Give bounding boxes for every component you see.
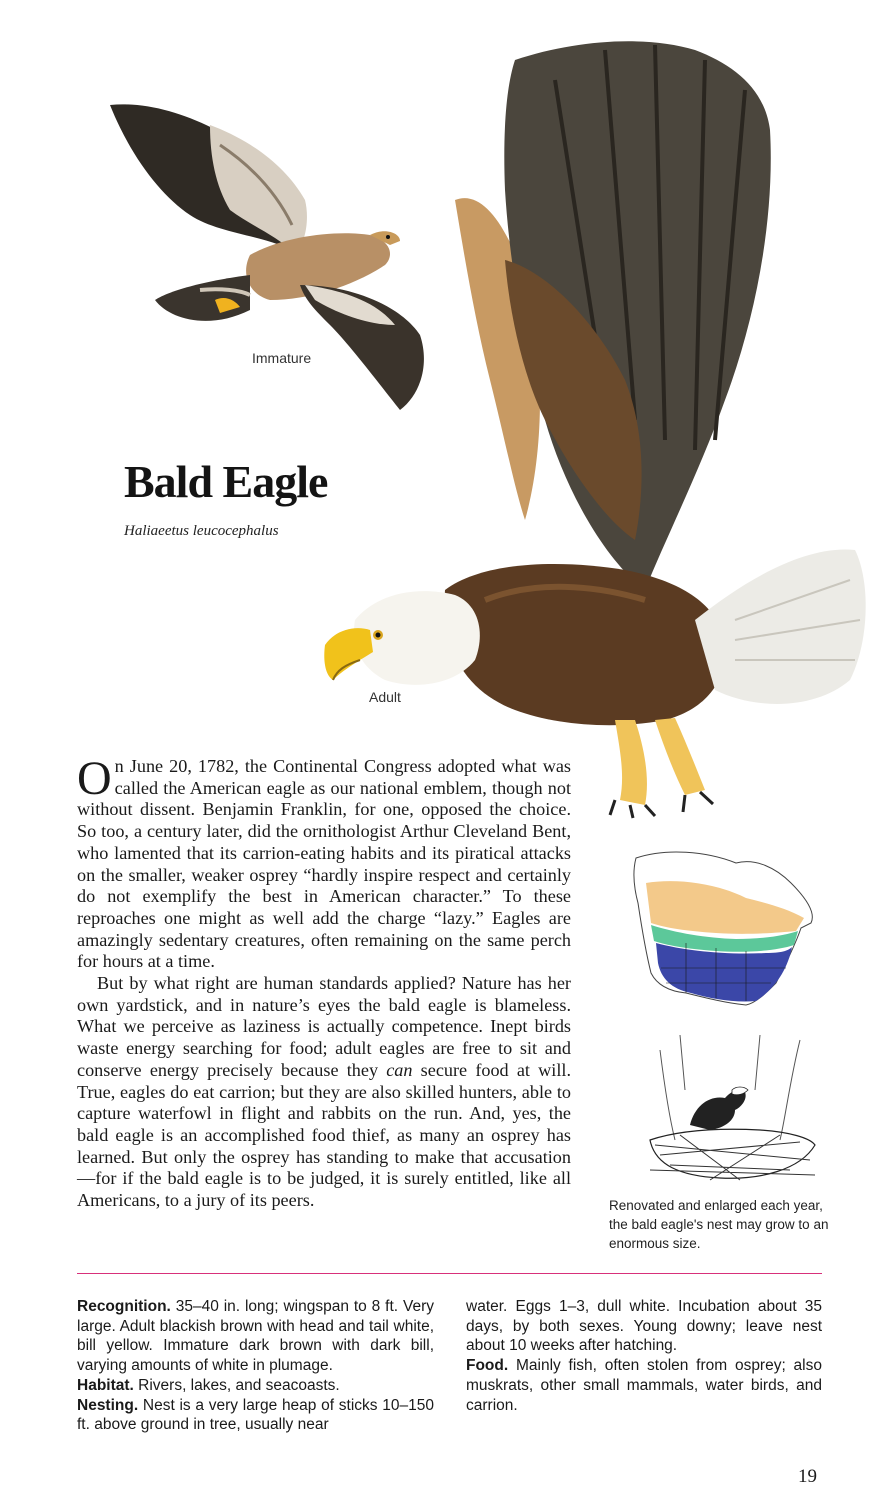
scientific-name: Haliaeetus leucocephalus [124,523,279,539]
fact-recognition-text: 35–40 in. long; wingspan to 8 ft. Very large. Adult blackish brown with head and tail white, bill yellow. Immature dark brown with dark bill, varying amounts of white in plumage. [77,1298,434,1375]
caption-adult: Adult [369,689,401,705]
fact-food-label: Food. [466,1357,509,1375]
fact-nesting-text: Nest is a very large heap of sticks 10–150 ft. above ground in tree, usually near [77,1396,434,1434]
fact-nesting-continued: water. Eggs 1–3, dull white. Incubation about 35 days, by both sexes. Young downy; leave nest about 10 weeks after hatching. [466,1298,822,1355]
paragraph-2 [77,973,571,1212]
fact-recognition-label: Recognition. [77,1298,171,1315]
page-number: 19 [798,1466,817,1487]
facts-right-column [466,1297,822,1415]
fact-habitat-label: Habitat. [77,1376,134,1394]
paragraph-2-text-a: But by what right are human standards applied? Nature has her own yardstick, and in nature’s eyes the bald eagle is blameless. What we perceive as laziness is actually competence. Inept birds waste energy searching for food; adult eagles are free to sit and conserve energy precisely because they [77,973,571,1080]
paragraph-1 [77,752,571,973]
range-map [626,843,822,1015]
fact-nesting [77,1396,434,1435]
drop-cap: O [77,752,112,805]
caption-immature: Immature [252,350,312,366]
paragraph-1-text: n June 20, 1782, the Continental Congress adopted what was called the American eagle as our national emblem, though not without dissent. Benjamin Franklin, for one, opposed the choice. So too, a century later, did the ornithologist Arthur Cleveland Bent, who lamented that its carrion-eating habits and its piratical attacks on the smaller, weaker osprey “hardly inspire respect and certainly do not exemplify the best in American character.” To these reproaches one might as well add the charge “lazy.” Eagles are amazingly sedentary creatures, often remaining on the same perch for hours at a time. [77,756,571,972]
fact-habitat [77,1376,434,1396]
fact-food-text: Mainly fish, often stolen from osprey; also muskrats, other small mammals, water birds, and carrion. [466,1357,822,1414]
fact-food [466,1356,822,1415]
facts-left-column [77,1297,434,1435]
species-title: Bald Eagle [124,456,328,507]
fact-recognition [77,1297,434,1376]
fact-nesting-label: Nesting. [77,1396,139,1414]
article-body [77,752,571,1212]
paragraph-2-text-b: secure food at will. True, eagles do eat carrion; but they are also skilled hunters, able to capture waterfowl in flight and rabbits on the run. And, yes, the bald eagle is an accomplished food thief, as many an osprey has learned. But only the osprey has standing to make that accusation—for if the bald eagle is to be judged, it is surely entitled, like all Americans, to a jury of its peers. [77,1059,571,1211]
section-divider [77,1273,822,1274]
paragraph-2-emphasis: can [386,1059,413,1080]
nest-caption: Renovated and enlarged each year, the bald eagle's nest may grow to an enormous size. [609,1198,829,1251]
fact-habitat-text: Rivers, lakes, and seacoasts. [133,1376,340,1394]
nest-drawing [640,1030,820,1195]
